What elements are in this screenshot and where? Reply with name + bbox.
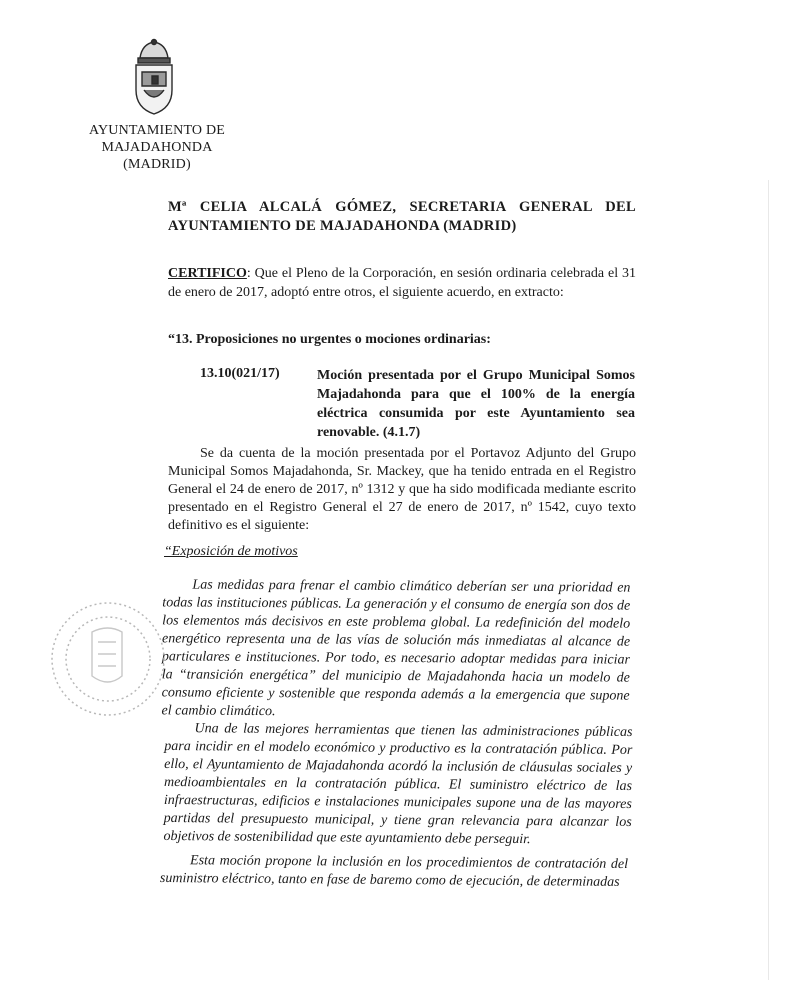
certifico-text: : Que el Pleno de la Corporación, en sesión ordinaria celebrada el 31 de enero de 2017, adoptó entre otros, el siguiente acuerdo, en extracto:	[168, 266, 636, 300]
motive-paragraph-2: Una de las mejores herramientas que tienen las administraciones públicas para incidir en el modelo económico y productivo es la contratación pública. Por ello, el Ayuntamiento de Majadahonda acordó la inclusión de cláusulas sociales y medioambientales en la contratación pública. El suministro eléctrico de las infraestructuras, edificios e instalaciones municipales supone una de las mayores partidas del presupuesto municipal, y tiene gran relevancia para alcanzar los objetivos de sostenibilidad que este ayuntamiento debe perseguir.	[163, 721, 633, 848]
coat-of-arms-icon	[128, 38, 180, 116]
intro-paragraph: Se da cuenta de la moción presentada por el Portavoz Adjunto del Grupo Municipal Somos Majadahonda, Sr. Mackey, que ha tenido entrada en el Registro General el 24 de enero de 2017, nº 1312 y que ha sido modificada mediante escrito presentado en el Registro General el 27 de enero de 2017, nº 1542, cuyo texto definitivo es el siguiente:	[168, 446, 636, 533]
certifico-label: CERTIFICO	[168, 266, 247, 281]
section-title: “13. Proposiciones no urgentes o mociones ordinarias:	[168, 332, 491, 347]
scan-edge-line	[768, 180, 769, 980]
heading-line1: Mª CELIA ALCALÁ GÓMEZ, SECRETARIA GENERAL DEL	[168, 199, 636, 215]
certifying-officer-heading	[168, 198, 636, 236]
organization-name: AYUNTAMIENTO DE MAJADAHONDA (MADRID)	[88, 123, 226, 172]
exposicion-heading: “Exposición de motivos	[164, 544, 298, 559]
motive-paragraph-1: Las medidas para frenar el cambio climático deberían ser una prioridad en todas las instituciones públicas. La generación y el consumo de energía son dos de los elementos más decisivos en este problema global. La redefinición del modelo energético representa una de las vías de solución más inmediatas al alcance de particulares e instituciones. Por todo, es necesario adoptar medidas para iniciar la “transición energética” del municipio de Majadahonda hacia un modelo de consumo eficiente y sostenible que responda además a la emergencia que supone el cambio climático.	[161, 577, 631, 720]
motion-title: Moción presentada por el Grupo Municipal Somos Majadahonda para que el 100% de la energía eléctrica consumida por este Ayuntamiento sea renovable. (4.1.7)	[317, 368, 635, 440]
certification-statement	[168, 264, 636, 302]
official-seal-stamp-icon	[46, 596, 166, 722]
motion-id: 13.10(021/17)	[200, 366, 280, 381]
heading-line2: AYUNTAMIENTO DE MAJADAHONDA (MADRID)	[168, 218, 517, 234]
motive-paragraph-3: Esta moción propone la inclusión en los procedimientos de contratación del suministro eléctrico, tanto en fase de baremo como de ejecución, de determinadas	[159, 853, 629, 890]
